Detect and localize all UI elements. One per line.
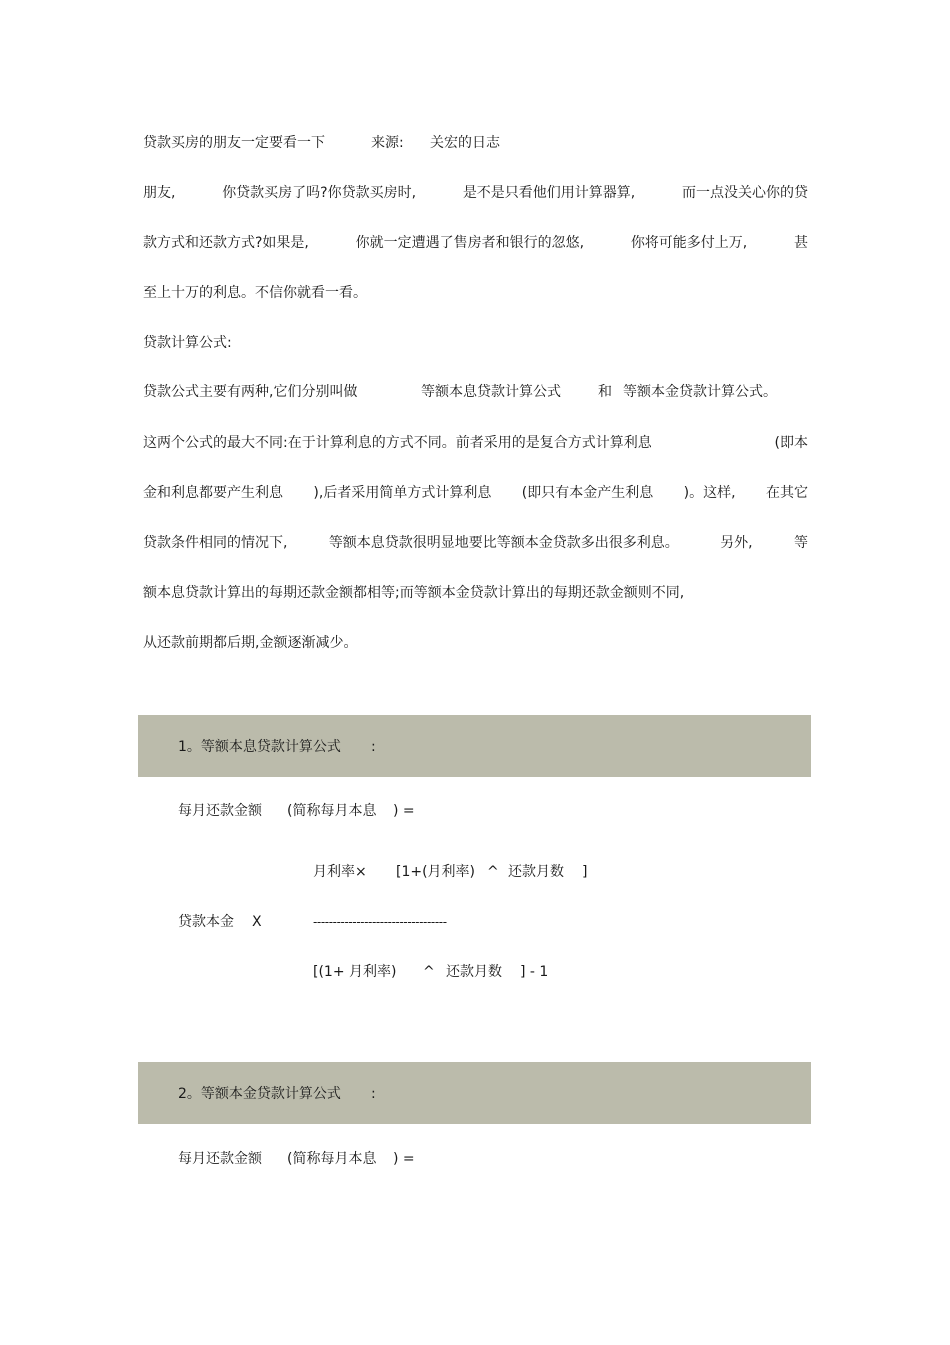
text-segment: 甚 xyxy=(794,235,808,251)
paragraph2-line4 xyxy=(143,533,808,553)
text-segment: 是不是只看他们用计算器算, xyxy=(462,185,636,201)
text-segment: 额本息贷款计算出的每期还款金额都相等;而等额本金贷款计算出的每期还款金额则不同, xyxy=(143,585,685,601)
paragraph1-line3 xyxy=(143,283,808,303)
text-segment: 等额本金贷款计算公式。 xyxy=(623,384,777,400)
text-segment: 这两个公式的最大不同:在于计算利息的方式不同。前者采用的是复合方式计算利息 xyxy=(143,435,652,451)
formula-fraction-bar: ---------------------------------- xyxy=(313,915,447,929)
section1-banner xyxy=(138,715,811,777)
monthly-payment-eq-2: ) = xyxy=(393,1151,415,1167)
article-title: 贷款买房的朋友一定要看一下 xyxy=(143,135,325,151)
text-segment: (即本 xyxy=(774,435,808,451)
formula-numerator-rate: 月利率× xyxy=(313,864,367,880)
text-segment: 贷款条件相同的情况下, xyxy=(143,535,288,551)
text-segment: 和 xyxy=(598,384,612,400)
formula-numerator-months: 还款月数 xyxy=(508,864,564,880)
monthly-payment-label: 每月还款金额 xyxy=(178,803,262,819)
paragraph2-line5 xyxy=(143,583,808,603)
formula-heading: 贷款计算公式: xyxy=(143,335,232,351)
text-segment: 金和利息都要产生利息 xyxy=(143,485,283,501)
text-segment: 款方式和还款方式?如果是, xyxy=(143,235,309,251)
text-segment: 贷款公式主要有两种,它们分别叫做 xyxy=(143,384,358,400)
paragraph1-line1 xyxy=(143,183,808,203)
monthly-payment-eq: ) = xyxy=(393,803,415,819)
monthly-payment-paren: (简称每月本息 xyxy=(287,803,377,819)
monthly-payment-label-2: 每月还款金额 xyxy=(178,1151,262,1167)
section2-colon: : xyxy=(371,1086,376,1102)
text-segment: 等额本息贷款很明显地要比等额本金贷款多出很多利息。 xyxy=(328,535,679,551)
source-name: 关宏的日志 xyxy=(430,135,500,151)
text-segment: 等 xyxy=(793,535,808,551)
section2-heading: 2。等额本金贷款计算公式 xyxy=(178,1086,341,1102)
formula-denominator-months: 还款月数 xyxy=(446,964,502,980)
formula-denominator-close: ] - 1 xyxy=(520,964,549,980)
text-segment: (即只有本金产生利息 xyxy=(521,485,654,501)
formula-principal: 贷款本金 xyxy=(178,914,234,930)
formula-numerator-close: ] xyxy=(582,864,588,880)
section2-banner xyxy=(138,1062,811,1124)
formula-times: X xyxy=(252,914,262,930)
text-segment: 你贷款买房了吗?你贷款买房时, xyxy=(222,185,417,201)
monthly-payment-paren-2: (简称每月本息 xyxy=(287,1151,377,1167)
text-segment: )。这样, xyxy=(683,485,736,501)
paragraph1-line2 xyxy=(143,233,808,253)
paragraph2-line2 xyxy=(143,433,808,453)
text-segment: 在其它 xyxy=(766,485,808,501)
source-label: 来源: xyxy=(371,135,404,151)
formula-numerator-bracket: [1+(月利率) xyxy=(396,864,476,880)
paragraph2-line6 xyxy=(143,633,808,653)
section1-colon: : xyxy=(371,739,376,755)
text-segment: ),后者采用简单方式计算利息 xyxy=(313,485,492,501)
text-segment: 另外, xyxy=(720,535,753,551)
text-segment: 至上十万的利息。不信你就看一看。 xyxy=(143,285,367,301)
formula-denominator-caret: ^ xyxy=(423,964,435,980)
formula-denominator-open: [(1+ 月利率) xyxy=(313,964,397,980)
text-segment: 你将可能多付上万, xyxy=(630,235,748,251)
text-segment: 朋友, xyxy=(143,185,176,201)
text-segment: 从还款前期都后期,金额逐渐减少。 xyxy=(143,635,358,651)
paragraph2-line3 xyxy=(143,483,808,503)
text-segment: 你就一定遭遇了售房者和银行的忽悠, xyxy=(355,235,585,251)
formula-numerator-caret: ^ xyxy=(487,864,499,880)
section1-heading: 1。等额本息贷款计算公式 xyxy=(178,739,341,755)
text-segment: 等额本息贷款计算公式 xyxy=(421,384,561,400)
text-segment: 而一点没关心你的贷 xyxy=(682,185,808,201)
